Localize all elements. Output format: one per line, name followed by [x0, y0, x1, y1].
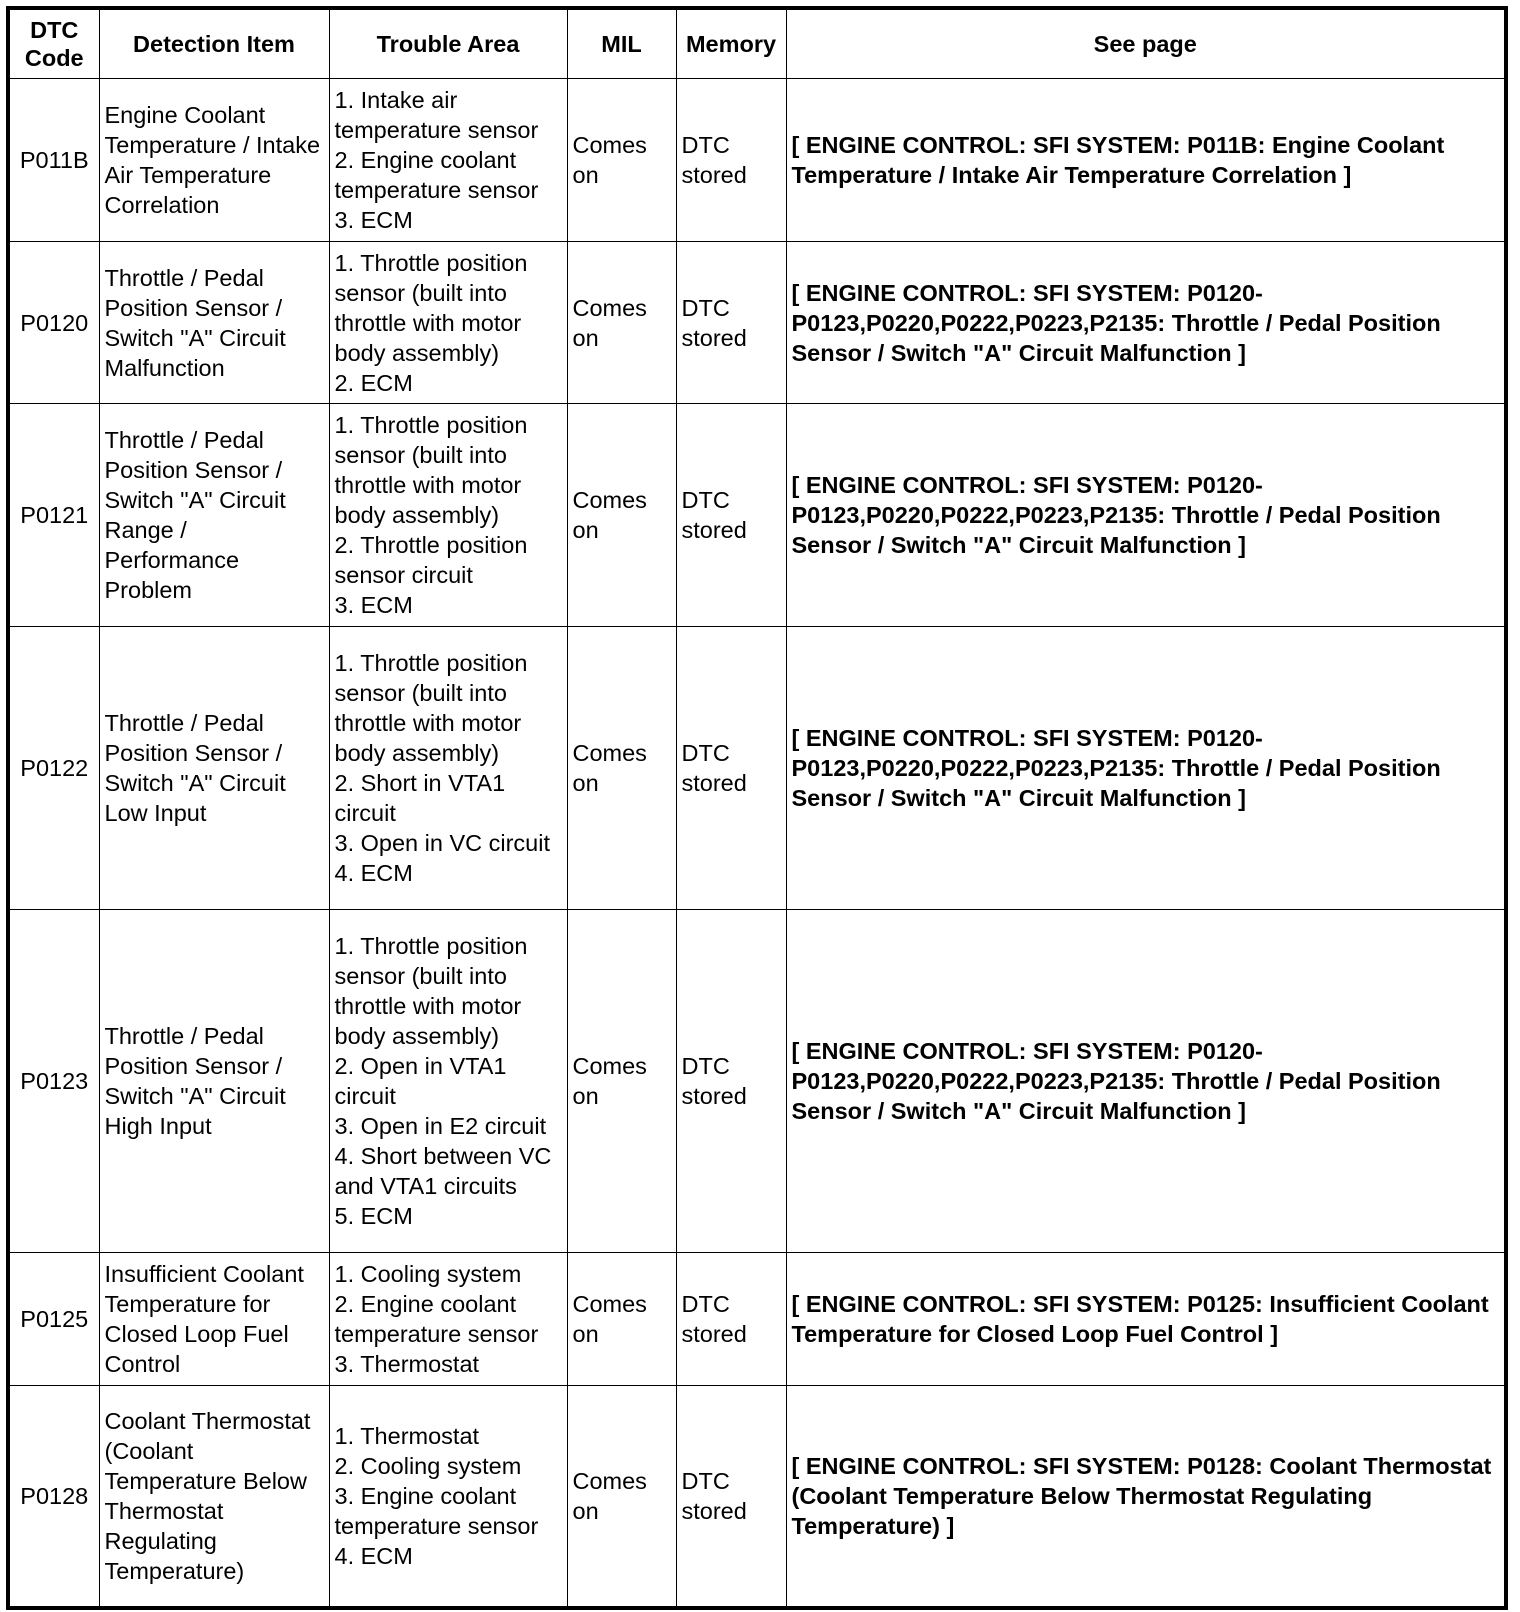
mil-status: Comes on [567, 242, 676, 404]
trouble-area [329, 404, 567, 627]
trouble-area [329, 79, 567, 242]
trouble-area-item: 2. Engine coolant temperature sensor [334, 147, 539, 203]
trouble-area-item: 3. Thermostat [334, 1351, 480, 1377]
table-row [8, 1386, 1506, 1608]
trouble-area-item: 3. Open in VC circuit [334, 830, 551, 856]
trouble-area-item: 2. Cooling system [334, 1452, 522, 1479]
see-page-link[interactable]: [ ENGINE CONTROL: SFI SYSTEM: P0125: Insufficient Coolant Temperature for Closed Loop Fuel Control ] [786, 1253, 1506, 1386]
detection-item: Throttle / Pedal Position Sensor / Switch "A" Circuit High Input [99, 910, 329, 1253]
mil-status: Comes on [567, 910, 676, 1253]
memory-status: DTC stored [676, 910, 786, 1253]
trouble-area-item: 2. Short in VTA1 circuit [334, 770, 506, 826]
see-page-link[interactable]: [ ENGINE CONTROL: SFI SYSTEM: P0120-P0123,P0220,P0222,P0223,P2135: Throttle / Pedal Position Sensor / Switch "A" Circuit Malfunction ] [786, 910, 1506, 1253]
trouble-area [329, 627, 567, 910]
see-page-link[interactable]: [ ENGINE CONTROL: SFI SYSTEM: P0120-P0123,P0220,P0222,P0223,P2135: Throttle / Pedal Position Sensor / Switch "A" Circuit Malfunction ] [786, 627, 1506, 910]
trouble-area-item: 2. ECM [334, 369, 413, 396]
trouble-area-item: 2. Open in VTA1 circuit [334, 1053, 507, 1109]
memory-status: DTC stored [676, 79, 786, 242]
trouble-area [329, 910, 567, 1253]
see-page-link[interactable]: [ ENGINE CONTROL: SFI SYSTEM: P0120-P0123,P0220,P0222,P0223,P2135: Throttle / Pedal Position Sensor / Switch "A" Circuit Malfunction ] [786, 242, 1506, 404]
dtc-code: P0123 [8, 910, 99, 1253]
trouble-area-item: 1. Intake air temperature sensor [334, 87, 539, 143]
detection-item: Throttle / Pedal Position Sensor / Switch "A" Circuit Range / Performance Problem [99, 404, 329, 627]
header-row [8, 8, 1506, 79]
trouble-area-item: 3. ECM [334, 207, 413, 233]
header-dtc-code [8, 8, 99, 79]
dtc-code: P0128 [8, 1386, 99, 1608]
detection-item: Coolant Thermostat (Coolant Temperature Below Thermostat Regulating Temperature) [99, 1386, 329, 1608]
trouble-area-item: 1. Thermostat [334, 1422, 480, 1449]
dtc-table [6, 6, 1508, 1610]
mil-status: Comes on [567, 1253, 676, 1386]
detection-item: Engine Coolant Temperature / Intake Air Temperature Correlation [99, 79, 329, 242]
detection-item: Insufficient Coolant Temperature for Closed Loop Fuel Control [99, 1253, 329, 1386]
header-trouble-area: Trouble Area [329, 8, 567, 79]
mil-status: Comes on [567, 404, 676, 627]
table-row [8, 910, 1506, 1253]
trouble-area-item: 1. Throttle position sensor (built into throttle with motor body assembly) [334, 650, 528, 766]
header-code-line: Code [24, 45, 84, 71]
memory-status: DTC stored [676, 1253, 786, 1386]
detection-item: Throttle / Pedal Position Sensor / Switch "A" Circuit Malfunction [99, 242, 329, 404]
header-mil: MIL [567, 8, 676, 79]
memory-status: DTC stored [676, 627, 786, 910]
trouble-area-item: 3. Engine coolant temperature sensor [334, 1482, 539, 1539]
dtc-code: P0120 [8, 242, 99, 404]
dtc-code: P0121 [8, 404, 99, 627]
table-row [8, 1253, 1506, 1386]
trouble-area [329, 242, 567, 404]
trouble-area-item: 4. ECM [334, 860, 413, 886]
table-row [8, 79, 1506, 242]
header-memory: Memory [676, 8, 786, 79]
memory-status: DTC stored [676, 404, 786, 627]
header-see-page: See page [786, 8, 1506, 79]
trouble-area-item: 2. Throttle position sensor circuit [334, 532, 528, 588]
table-row [8, 627, 1506, 910]
trouble-area-item: 4. Short between VC and VTA1 circuits [334, 1143, 552, 1199]
trouble-area-item: 3. Open in E2 circuit [334, 1113, 547, 1139]
mil-status: Comes on [567, 79, 676, 242]
dtc-code: P011B [8, 79, 99, 242]
memory-status: DTC stored [676, 242, 786, 404]
dtc-code: P0125 [8, 1253, 99, 1386]
table-row [8, 404, 1506, 627]
trouble-area-item: 1. Cooling system [334, 1261, 522, 1287]
header-dtc-line: DTC [30, 17, 79, 43]
header-detection-item: Detection Item [99, 8, 329, 79]
table-row [8, 242, 1506, 404]
trouble-area [329, 1253, 567, 1386]
trouble-area-item: 1. Throttle position sensor (built into throttle with motor body assembly) [334, 933, 528, 1049]
trouble-area-item: 2. Engine coolant temperature sensor [334, 1291, 539, 1347]
see-page-link[interactable]: [ ENGINE CONTROL: SFI SYSTEM: P0128: Coolant Thermostat (Coolant Temperature Below Thermostat Regulating Temperature) ] [786, 1386, 1506, 1608]
dtc-code: P0122 [8, 627, 99, 910]
trouble-area-item: 1. Throttle position sensor (built into throttle with motor body assembly) [334, 412, 528, 528]
see-page-link[interactable]: [ ENGINE CONTROL: SFI SYSTEM: P0120-P0123,P0220,P0222,P0223,P2135: Throttle / Pedal Position Sensor / Switch "A" Circuit Malfunction ] [786, 404, 1506, 627]
detection-item: Throttle / Pedal Position Sensor / Switch "A" Circuit Low Input [99, 627, 329, 910]
memory-status: DTC stored [676, 1386, 786, 1608]
trouble-area-item: 3. ECM [334, 592, 413, 618]
mil-status: Comes on [567, 627, 676, 910]
trouble-area-item: 1. Throttle position sensor (built into throttle with motor body assembly) [334, 249, 528, 366]
trouble-area [329, 1386, 567, 1608]
trouble-area-item: 5. ECM [334, 1203, 413, 1229]
see-page-link[interactable]: [ ENGINE CONTROL: SFI SYSTEM: P011B: Engine Coolant Temperature / Intake Air Temperature Correlation ] [786, 79, 1506, 242]
trouble-area-item: 4. ECM [334, 1542, 413, 1569]
mil-status: Comes on [567, 1386, 676, 1608]
